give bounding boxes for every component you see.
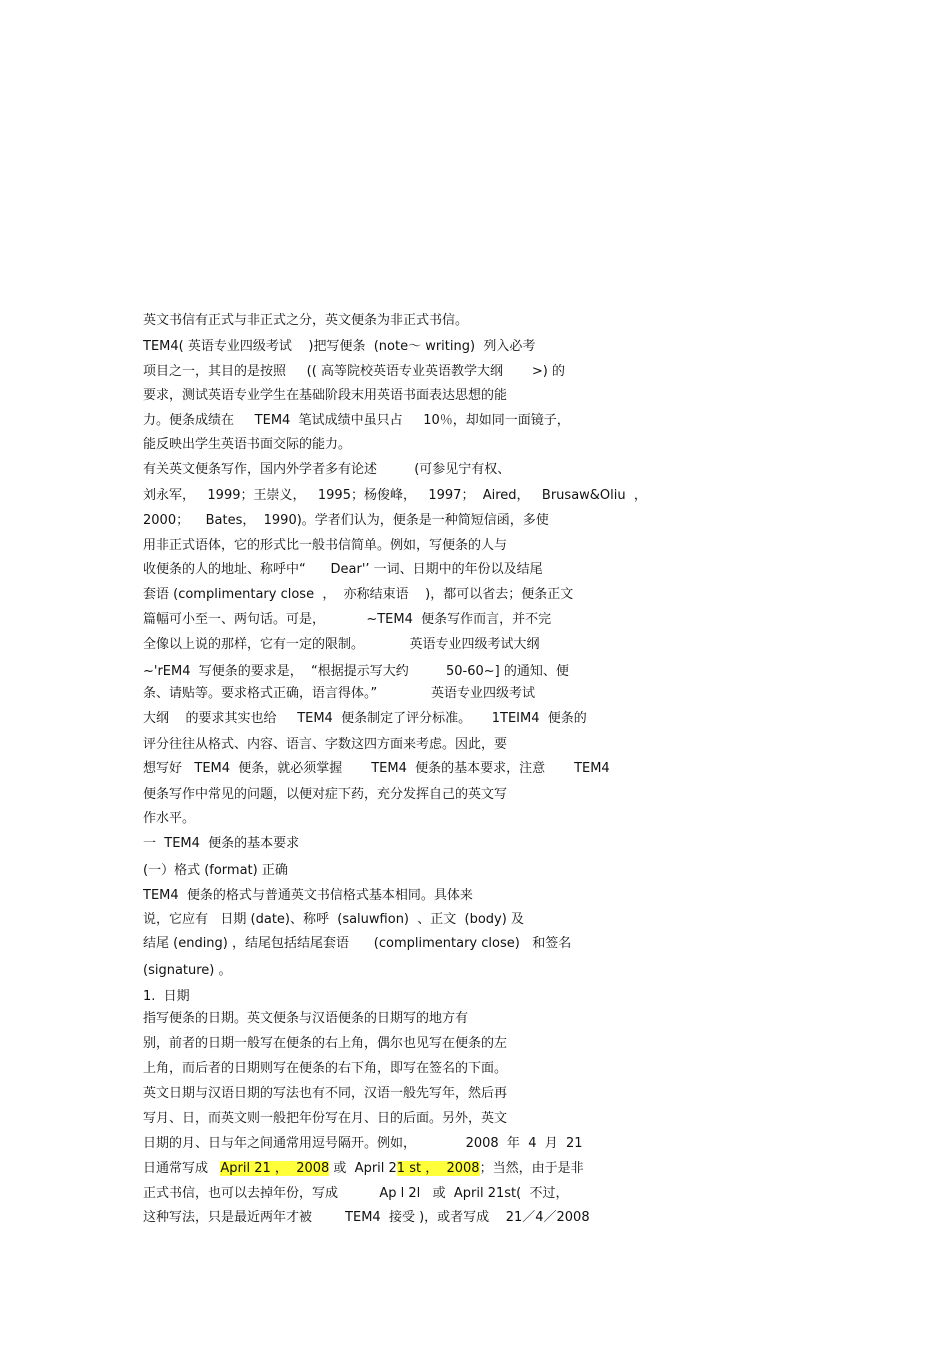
text-line: 用非正式语体，它的形式比一般书信简单。例如，写便条的人与: [143, 538, 508, 553]
subsection-heading: (一）格式 (format) 正确: [143, 863, 288, 878]
text-line: 项目之一，其目的是按照 (( 高等院校英语专业英语教学大纲 >) 的: [143, 364, 565, 379]
text-line: 套语 (complimentary close ， 亦称结束语 )，都可以省去；便条正文: [143, 587, 574, 602]
text-line: 收便条的人的地址、称呼中“ Dear'’ 一词、日期中的年份以及结尾: [143, 562, 543, 577]
text-line: 想写好 TEM4 便条，就必须掌握 TEM4 便条的基本要求，注意 TEM4: [143, 761, 610, 776]
text-line: 力。便条成绩在 TEM4 笔试成绩中虽只占 10％，却如同一面镜子，: [143, 413, 570, 428]
text-line: 有关英文便条写作，国内外学者多有论述 (可参见宁有权、: [143, 462, 511, 477]
highlighted-date: 1 st ， 2008: [396, 1161, 480, 1176]
text-line: (signature) 。: [143, 963, 232, 978]
text-line: 上角，而后者的日期则写在便条的右下角，即写在签名的下面。: [143, 1061, 508, 1076]
text-line: 指写便条的日期。英文便条与汉语便条的日期写的地方有: [143, 1011, 469, 1026]
text-line: 2000； Bates， 1990)。学者们认为，便条是一种简短信函，多使: [143, 513, 549, 528]
text-line: 作水平。: [143, 811, 196, 826]
text-segment: 或 April 2: [329, 1161, 397, 1176]
text-line: 正式书信，也可以去掉年份，写成 Ap l 2l 或 April 21st( 不过，: [143, 1186, 569, 1201]
text-line: 日期的月、日与年之间通常用逗号隔开。例如， 2008 年 4 月 21: [143, 1136, 583, 1151]
text-line: 评分往往从格式、内容、语言、字数这四方面来考虑。因此，要: [143, 737, 508, 752]
text-line: TEM4( 英语专业四级考试 )把写便条 (note～ writing) 列入必考: [143, 339, 536, 354]
text-line-with-highlights: [143, 1161, 584, 1177]
text-line: 条、请贴等。要求格式正确，语言得体。” 英语专业四级考试: [143, 686, 535, 701]
text-line: 结尾 (ending) ，结尾包括结尾套语 (complimentary close) 和签名: [143, 936, 572, 951]
text-line: 全像以上说的那样，它有一定的限制。 英语专业四级考试大纲: [143, 637, 540, 652]
item-heading: 1. 日期: [143, 989, 190, 1004]
text-segment: ；当然，由于是非: [479, 1161, 584, 1176]
text-line: 便条写作中常见的问题，以便对症下药，充分发挥自己的英文写: [143, 787, 508, 802]
text-line: 要求，测试英语专业学生在基础阶段末用英语书面表达思想的能: [143, 388, 508, 403]
text-line: 别，前者的日期一般写在便条的右上角，偶尔也见写在便条的左: [143, 1036, 508, 1051]
section-heading: 一 TEM4 便条的基本要求: [143, 836, 300, 851]
text-line: 英文日期与汉语日期的写法也有不同，汉语一般先写年，然后再: [143, 1086, 508, 1101]
highlighted-date: April 21 ， 2008: [220, 1161, 330, 1176]
text-line: 刘永军， 1999；王崇义， 1995；杨俊峰， 1997； Aired， Brusaw&Oliu ，: [143, 488, 647, 503]
text-line: 写月、日，而英文则一般把年份写在月、日的后面。另外，英文: [143, 1111, 508, 1126]
text-line: 篇幅可小至一、两句话。可是， ~TEM4 便条写作而言，并不完: [143, 612, 552, 627]
text-line: 能反映出学生英语书面交际的能力。: [143, 437, 352, 452]
text-line: 这种写法，只是最近两年才被 TEM4 接受 )，或者写成 21／4／2008: [143, 1210, 590, 1225]
text-line: 说，它应有 日期 (date)、称呼 (saluwfion) 、正文 (body) 及: [143, 912, 524, 927]
text-line: 英文书信有正式与非正式之分，英文便条为非正式书信。: [143, 313, 469, 328]
text-line: TEM4 便条的格式与普通英文书信格式基本相同。具体来: [143, 888, 473, 903]
text-line: 大纲 的要求其实也给 TEM4 便条制定了评分标准。 1TEIM4 便条的: [143, 711, 587, 726]
text-line: ~'rEM4 写便条的要求是， “根据提示写大约 50-60~] 的通知、便: [143, 664, 569, 679]
text-segment: 日通常写成: [143, 1161, 221, 1176]
